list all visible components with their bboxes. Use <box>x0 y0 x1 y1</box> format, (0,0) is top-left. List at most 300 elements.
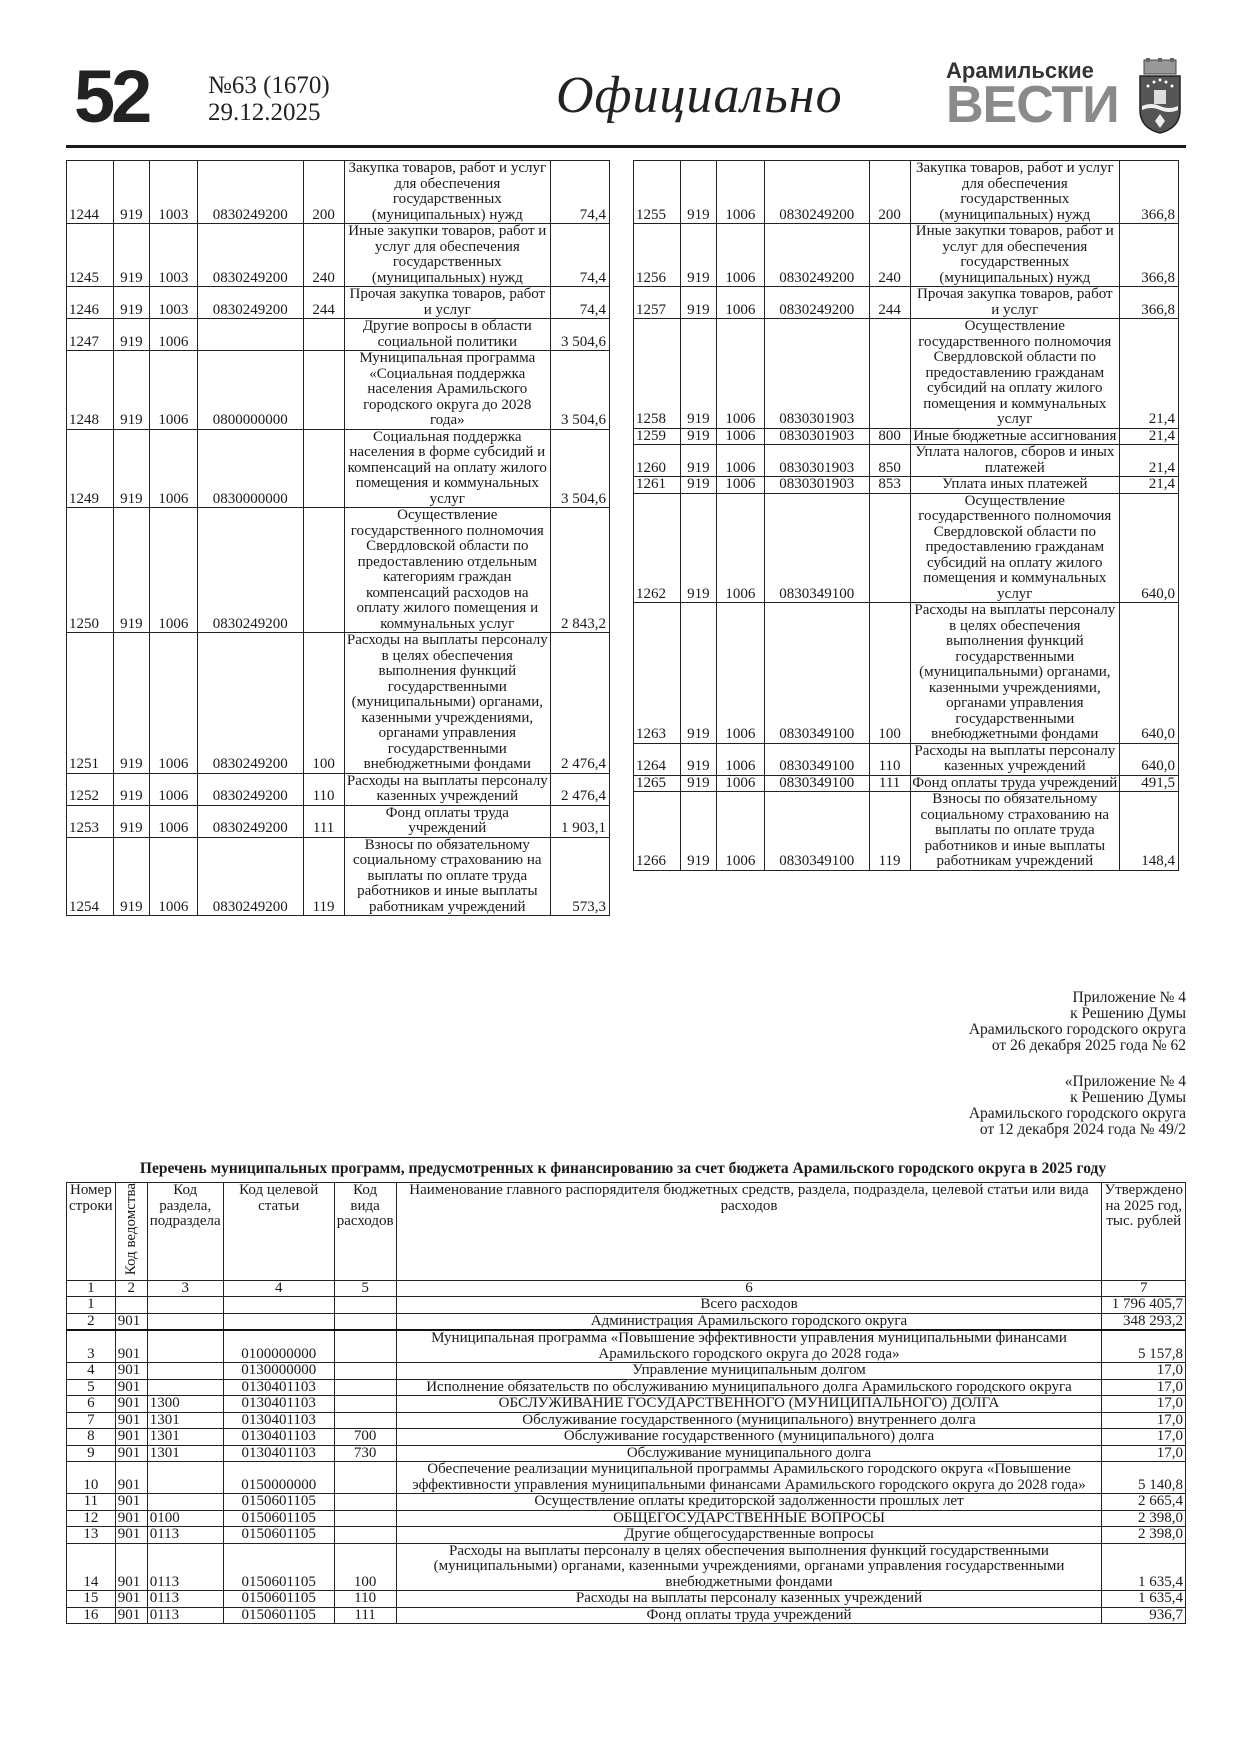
ved-code: 919 <box>680 477 716 494</box>
amount: 1 635,4 <box>1102 1591 1186 1608</box>
section-code: 1006 <box>149 837 197 916</box>
description: Расходы на выплаты персоналу в целях обеспечения выполнения функций государственными (муниципальными) органами, казенными учреждениями, органами управления государственными внебюджетными фондами <box>910 603 1120 744</box>
description: Расходы на выплаты персоналу в целях обеспечения выполнения функций государственными (муниципальными) органами, казенными учреждениями, органами управления государственными внебюджетными фондами <box>344 633 551 774</box>
table-row <box>634 603 1179 744</box>
ved-code: 919 <box>680 428 716 445</box>
target-code: 0830349100 <box>764 603 869 744</box>
target-code: 0830000000 <box>197 429 303 508</box>
section-code: 1006 <box>716 224 764 287</box>
target-code: 0830301903 <box>764 319 869 429</box>
amount: 17,0 <box>1102 1379 1186 1396</box>
issue-number: №63 (1670) <box>208 72 330 99</box>
table-row <box>67 1330 1186 1363</box>
expense-type-code <box>334 1313 396 1330</box>
ved-code <box>115 1297 147 1314</box>
section-code: 1006 <box>716 445 764 477</box>
target-code: 0830349100 <box>764 792 869 871</box>
section-code: 1006 <box>149 805 197 837</box>
expense-type-code: 110 <box>303 773 344 805</box>
expense-type-code: 853 <box>869 477 910 494</box>
row-number: 1260 <box>634 445 681 477</box>
expense-type-code: 700 <box>334 1429 396 1446</box>
table-row <box>67 1297 1186 1314</box>
description: Муниципальная программа «Социальная поддержка населения Арамильского городского округа до 2028 года» <box>344 351 551 430</box>
row-number: 4 <box>67 1363 116 1380</box>
table-row <box>67 1379 1186 1396</box>
column-number: 1 <box>67 1280 116 1297</box>
target-code: 0830249200 <box>197 508 303 633</box>
section-code: 1006 <box>149 429 197 508</box>
appendix-line: от 26 декабря 2025 года № 62 <box>991 1037 1186 1054</box>
programs-table-title: Перечень муниципальных программ, предусмотренных к финансированию за счет бюджета Арамильского городского округа в 2025 году <box>139 1160 1107 1177</box>
expense-type-code <box>334 1527 396 1544</box>
table-row <box>634 428 1179 445</box>
ved-code: 919 <box>113 633 149 774</box>
row-number: 1250 <box>67 508 114 633</box>
amount: 491,5 <box>1120 775 1179 792</box>
target-code: 0150601105 <box>223 1510 334 1527</box>
amount: 3 504,6 <box>551 429 610 508</box>
amount: 5 140,8 <box>1102 1462 1186 1494</box>
expense-type-code: 111 <box>869 775 910 792</box>
amount: 17,0 <box>1102 1429 1186 1446</box>
expense-type-code: 244 <box>303 287 344 319</box>
ved-code: 919 <box>113 161 149 224</box>
row-number: 1 <box>67 1297 116 1314</box>
row-number: 1245 <box>67 224 114 287</box>
table-row <box>67 837 610 916</box>
amount: 573,3 <box>551 837 610 916</box>
ved-code: 901 <box>115 1591 147 1608</box>
amount: 366,8 <box>1120 161 1179 224</box>
program-name: Расходы на выплаты персоналу в целях обеспечения выполнения функций государственными (муниципальными) органами, казенными учреждениями, органами управления государственными внебюджетными фондами <box>396 1543 1102 1591</box>
appendix-line: к Решению Думы <box>1070 1005 1186 1022</box>
description: Фонд оплаты труда учреждений <box>344 805 551 837</box>
section-code <box>147 1494 223 1511</box>
ved-code: 919 <box>113 429 149 508</box>
column-number: 6 <box>396 1280 1102 1297</box>
description: Осуществление государственного полномочия Свердловской области по предоставлению отдельным категориям граждан компенсаций расходов на оплату жилого помещения и коммунальных услуг <box>344 508 551 633</box>
ved-code: 919 <box>113 319 149 351</box>
ved-code: 901 <box>115 1412 147 1429</box>
ved-code: 919 <box>680 493 716 603</box>
section-code: 1300 <box>147 1396 223 1413</box>
section-code: 1301 <box>147 1412 223 1429</box>
program-name: Администрация Арамильского городского округа <box>396 1313 1102 1330</box>
amount: 17,0 <box>1102 1445 1186 1462</box>
expense-type-code: 240 <box>303 224 344 287</box>
section-code: 1006 <box>716 161 764 224</box>
expense-type-code <box>334 1494 396 1511</box>
description: Иные закупки товаров, работ и услуг для обеспечения государственных (муниципальных) нужд <box>910 224 1120 287</box>
amount: 148,4 <box>1120 792 1179 871</box>
logo-top-text: Арамильские <box>946 58 1094 83</box>
ved-code: 901 <box>115 1527 147 1544</box>
column-number: 3 <box>147 1280 223 1297</box>
description: Осуществление государственного полномочия Свердловской области по предоставлению гражданам субсидий на оплату жилого помещения и коммунальных услуг <box>910 493 1120 603</box>
ved-code: 919 <box>113 837 149 916</box>
issue-date: 29.12.2025 <box>208 99 321 126</box>
table-row <box>67 1510 1186 1527</box>
amount: 348 293,2 <box>1102 1313 1186 1330</box>
row-number: 1247 <box>67 319 114 351</box>
section-code: 1006 <box>716 603 764 744</box>
expense-type-code <box>334 1510 396 1527</box>
appendix-line: Приложение № 4 <box>1072 989 1186 1006</box>
program-name: Фонд оплаты труда учреждений <box>396 1607 1102 1624</box>
column-number: 7 <box>1102 1280 1186 1297</box>
table-row <box>67 1527 1186 1544</box>
expense-type-code <box>303 351 344 430</box>
expense-type-code: 850 <box>869 445 910 477</box>
amount: 74,4 <box>551 287 610 319</box>
table-row <box>67 508 610 633</box>
description: Прочая закупка товаров, работ и услуг <box>344 287 551 319</box>
row-number: 2 <box>67 1313 116 1330</box>
amount: 640,0 <box>1120 493 1179 603</box>
section-title: Официально <box>556 67 843 124</box>
header-row-number: Номер строки <box>67 1183 116 1281</box>
ved-code: 919 <box>680 287 716 319</box>
row-number: 1248 <box>67 351 114 430</box>
table-row <box>634 792 1179 871</box>
program-name: Осуществление оплаты кредиторской задолженности прошлых лет <box>396 1494 1102 1511</box>
row-number: 1259 <box>634 428 681 445</box>
target-code: 0150601105 <box>223 1494 334 1511</box>
target-code: 0830249200 <box>197 161 303 224</box>
table-row <box>67 773 610 805</box>
description: Уплата налогов, сборов и иных платежей <box>910 445 1120 477</box>
section-code <box>147 1313 223 1330</box>
section-code: 1006 <box>149 351 197 430</box>
expense-type-code: 244 <box>869 287 910 319</box>
row-number: 1264 <box>634 743 681 775</box>
expense-type-code: 730 <box>334 1445 396 1462</box>
expense-type-code <box>869 319 910 429</box>
appendix-line: к Решению Думы <box>1070 1089 1186 1106</box>
section-code <box>147 1462 223 1494</box>
section-code: 1006 <box>716 493 764 603</box>
appendix-line: Арамильского городского округа <box>968 1105 1186 1122</box>
section-code: 0113 <box>147 1543 223 1591</box>
target-code <box>223 1297 334 1314</box>
table-row <box>634 743 1179 775</box>
row-number: 14 <box>67 1543 116 1591</box>
section-code: 1003 <box>149 224 197 287</box>
target-code: 0830249200 <box>197 287 303 319</box>
row-number: 1258 <box>634 319 681 429</box>
table-row <box>67 351 610 430</box>
section-code: 1003 <box>149 287 197 319</box>
description: Закупка товаров, работ и услуг для обеспечения государственных (муниципальных) нужд <box>344 161 551 224</box>
target-code: 0130401103 <box>223 1445 334 1462</box>
description: Прочая закупка товаров, работ и услуг <box>910 287 1120 319</box>
table-row <box>67 1313 1186 1330</box>
expense-type-code <box>334 1379 396 1396</box>
program-name: Обслуживание государственного (муниципального) внутреннего долга <box>396 1412 1102 1429</box>
header-amount: Утверждено на 2025 год, тыс. рублей <box>1102 1183 1186 1281</box>
expense-type-code: 200 <box>303 161 344 224</box>
ved-code: 919 <box>680 743 716 775</box>
expense-type-code: 200 <box>869 161 910 224</box>
amount: 2 476,4 <box>551 633 610 774</box>
program-name: Обслуживание государственного (муниципального) долга <box>396 1429 1102 1446</box>
table-row <box>67 224 610 287</box>
ved-code: 901 <box>115 1445 147 1462</box>
row-number: 5 <box>67 1379 116 1396</box>
amount: 74,4 <box>551 161 610 224</box>
expense-type-code <box>303 429 344 508</box>
expense-type-code: 800 <box>869 428 910 445</box>
target-code: 0830301903 <box>764 428 869 445</box>
appendix-note-previous <box>969 1074 1186 1138</box>
header-target-code: Код целевой статьи <box>223 1183 334 1281</box>
table-row <box>634 161 1179 224</box>
program-name: Управление муниципальным долгом <box>396 1363 1102 1380</box>
section-code: 1006 <box>716 792 764 871</box>
amount: 2 398,0 <box>1102 1527 1186 1544</box>
section-code: 1006 <box>716 743 764 775</box>
column-number: 2 <box>115 1280 147 1297</box>
section-code: 1003 <box>149 161 197 224</box>
city-coat-of-arms-icon <box>1136 58 1184 134</box>
section-code: 1006 <box>149 508 197 633</box>
description: Закупка товаров, работ и услуг для обеспечения государственных (муниципальных) нужд <box>910 161 1120 224</box>
table-row <box>67 805 610 837</box>
section-code: 0113 <box>147 1591 223 1608</box>
row-number: 9 <box>67 1445 116 1462</box>
ved-code: 919 <box>113 287 149 319</box>
amount: 3 504,6 <box>551 319 610 351</box>
table-row <box>67 1543 1186 1591</box>
section-code: 0100 <box>147 1510 223 1527</box>
description: Иные бюджетные ассигнования <box>910 428 1120 445</box>
expense-type-code <box>334 1363 396 1380</box>
program-name: Муниципальная программа «Повышение эффективности управления муниципальными финансами Арамильского городского округа до 2028 года» <box>396 1330 1102 1363</box>
header-section-code: Код раздела, подраздела <box>147 1183 223 1281</box>
section-code: 1006 <box>716 477 764 494</box>
ved-code: 901 <box>115 1330 147 1363</box>
description: Фонд оплаты труда учреждений <box>910 775 1120 792</box>
table-row <box>67 1429 1186 1446</box>
target-code: 0150601105 <box>223 1527 334 1544</box>
expense-type-code: 119 <box>869 792 910 871</box>
row-number: 13 <box>67 1527 116 1544</box>
ved-code: 901 <box>115 1313 147 1330</box>
row-number: 7 <box>67 1412 116 1429</box>
target-code: 0830349100 <box>764 493 869 603</box>
row-number: 1251 <box>67 633 114 774</box>
expense-type-code: 111 <box>334 1607 396 1624</box>
section-code <box>147 1330 223 1363</box>
row-number: 1263 <box>634 603 681 744</box>
section-code: 1006 <box>716 775 764 792</box>
target-code: 0830349100 <box>764 743 869 775</box>
appendix-note-current <box>969 990 1186 1054</box>
program-name: Исполнение обязательств по обслуживанию муниципального долга Арамильского городского округа <box>396 1379 1102 1396</box>
target-code: 0150601105 <box>223 1591 334 1608</box>
expense-type-code: 119 <box>303 837 344 916</box>
ved-code: 919 <box>113 508 149 633</box>
ved-code: 901 <box>115 1607 147 1624</box>
expense-type-code <box>334 1330 396 1363</box>
row-number: 1256 <box>634 224 681 287</box>
expense-type-code: 100 <box>334 1543 396 1591</box>
section-code: 1006 <box>716 287 764 319</box>
target-code: 0830249200 <box>197 805 303 837</box>
table-row <box>67 429 610 508</box>
target-code: 0130401103 <box>223 1412 334 1429</box>
target-code: 0830301903 <box>764 477 869 494</box>
description: Уплата иных платежей <box>910 477 1120 494</box>
expense-type-code: 100 <box>303 633 344 774</box>
section-code: 0113 <box>147 1527 223 1544</box>
description: Взносы по обязательному социальному страхованию на выплаты по оплате труда работников и иные выплаты работникам учреждений <box>344 837 551 916</box>
amount: 366,8 <box>1120 224 1179 287</box>
table-row <box>67 1363 1186 1380</box>
amount: 21,4 <box>1120 428 1179 445</box>
table-row <box>634 775 1179 792</box>
ved-code: 919 <box>680 224 716 287</box>
row-number: 1253 <box>67 805 114 837</box>
description: Иные закупки товаров, работ и услуг для обеспечения государственных (муниципальных) нужд <box>344 224 551 287</box>
program-name: Расходы на выплаты персоналу казенных учреждений <box>396 1591 1102 1608</box>
row-number: 1266 <box>634 792 681 871</box>
expense-type-code: 110 <box>334 1591 396 1608</box>
table-row <box>67 633 610 774</box>
program-name: ОБСЛУЖИВАНИЕ ГОСУДАРСТВЕННОГО (МУНИЦИПАЛЬНОГО) ДОЛГА <box>396 1396 1102 1413</box>
target-code: 0830249200 <box>197 773 303 805</box>
ved-code: 919 <box>680 775 716 792</box>
table-row <box>634 224 1179 287</box>
row-number: 3 <box>67 1330 116 1363</box>
table-row <box>67 287 610 319</box>
ved-code: 919 <box>113 224 149 287</box>
target-code: 0800000000 <box>197 351 303 430</box>
row-number: 1265 <box>634 775 681 792</box>
table-row <box>67 319 610 351</box>
amount: 2 665,4 <box>1102 1494 1186 1511</box>
header-divider <box>66 145 1186 148</box>
program-name: ОБЩЕГОСУДАРСТВЕННЫЕ ВОПРОСЫ <box>396 1510 1102 1527</box>
amount: 3 504,6 <box>551 351 610 430</box>
row-number: 16 <box>67 1607 116 1624</box>
amount: 1 635,4 <box>1102 1543 1186 1591</box>
row-number: 11 <box>67 1494 116 1511</box>
ved-code: 919 <box>680 603 716 744</box>
ved-code: 901 <box>115 1429 147 1446</box>
target-code: 0100000000 <box>223 1330 334 1363</box>
row-number: 8 <box>67 1429 116 1446</box>
section-code: 1301 <box>147 1429 223 1446</box>
table-header-row <box>67 1183 1186 1281</box>
section-code: 0113 <box>147 1607 223 1624</box>
row-number: 15 <box>67 1591 116 1608</box>
table-row <box>634 445 1179 477</box>
expense-type-code <box>303 319 344 351</box>
row-number: 1254 <box>67 837 114 916</box>
amount: 74,4 <box>551 224 610 287</box>
section-code <box>147 1379 223 1396</box>
amount: 366,8 <box>1120 287 1179 319</box>
target-code: 0150000000 <box>223 1462 334 1494</box>
row-number: 12 <box>67 1510 116 1527</box>
ved-code: 901 <box>115 1363 147 1380</box>
section-code <box>147 1297 223 1314</box>
table-row <box>67 1462 1186 1494</box>
expense-type-code <box>869 493 910 603</box>
ved-code: 901 <box>115 1494 147 1511</box>
target-code: 0830301903 <box>764 445 869 477</box>
amount: 21,4 <box>1120 319 1179 429</box>
amount: 2 476,4 <box>551 773 610 805</box>
description: Расходы на выплаты персоналу казенных учреждений <box>344 773 551 805</box>
target-code: 0150601105 <box>223 1607 334 1624</box>
amount: 2 843,2 <box>551 508 610 633</box>
column-number-row <box>67 1280 1186 1297</box>
amount: 17,0 <box>1102 1396 1186 1413</box>
table-row <box>634 493 1179 603</box>
target-code: 0830249200 <box>197 633 303 774</box>
row-number: 1261 <box>634 477 681 494</box>
amount: 640,0 <box>1120 743 1179 775</box>
ved-code: 901 <box>115 1462 147 1494</box>
ved-code: 919 <box>680 161 716 224</box>
table-row <box>67 1445 1186 1462</box>
row-number: 10 <box>67 1462 116 1494</box>
ved-code: 919 <box>113 351 149 430</box>
program-name: Другие общегосударственные вопросы <box>396 1527 1102 1544</box>
row-number: 1257 <box>634 287 681 319</box>
amount: 936,7 <box>1102 1607 1186 1624</box>
row-number: 1244 <box>67 161 114 224</box>
ved-code: 901 <box>115 1379 147 1396</box>
expense-type-code <box>334 1396 396 1413</box>
target-code: 0830249200 <box>764 161 869 224</box>
row-number: 1262 <box>634 493 681 603</box>
table-row <box>634 319 1179 429</box>
description: Взносы по обязательному социальному страхованию на выплаты по оплате труда работников и иные выплаты работникам учреждений <box>910 792 1120 871</box>
newspaper-logo <box>946 58 1119 134</box>
ved-code: 919 <box>680 792 716 871</box>
expense-type-code <box>334 1462 396 1494</box>
ved-code: 919 <box>113 805 149 837</box>
target-code: 0150601105 <box>223 1543 334 1591</box>
amount: 21,4 <box>1120 477 1179 494</box>
amount: 640,0 <box>1120 603 1179 744</box>
table-row <box>67 1591 1186 1608</box>
target-code <box>197 319 303 351</box>
ved-code: 919 <box>113 773 149 805</box>
row-number: 1246 <box>67 287 114 319</box>
target-code: 0830249200 <box>197 224 303 287</box>
table-row <box>67 161 610 224</box>
expense-type-code <box>303 508 344 633</box>
table-row <box>67 1396 1186 1413</box>
expense-type-code <box>334 1297 396 1314</box>
section-code <box>147 1363 223 1380</box>
table-row <box>634 287 1179 319</box>
amount: 5 157,8 <box>1102 1330 1186 1363</box>
amount: 17,0 <box>1102 1412 1186 1429</box>
target-code: 0130401103 <box>223 1379 334 1396</box>
ved-code: 901 <box>115 1396 147 1413</box>
program-name: Всего расходов <box>396 1297 1102 1314</box>
table-row <box>634 477 1179 494</box>
description: Социальная поддержка населения в форме субсидий и компенсаций на оплату жилого помещения и коммунальных услуг <box>344 429 551 508</box>
appendix-line: Арамильского городского округа <box>968 1021 1186 1038</box>
section-code: 1301 <box>147 1445 223 1462</box>
